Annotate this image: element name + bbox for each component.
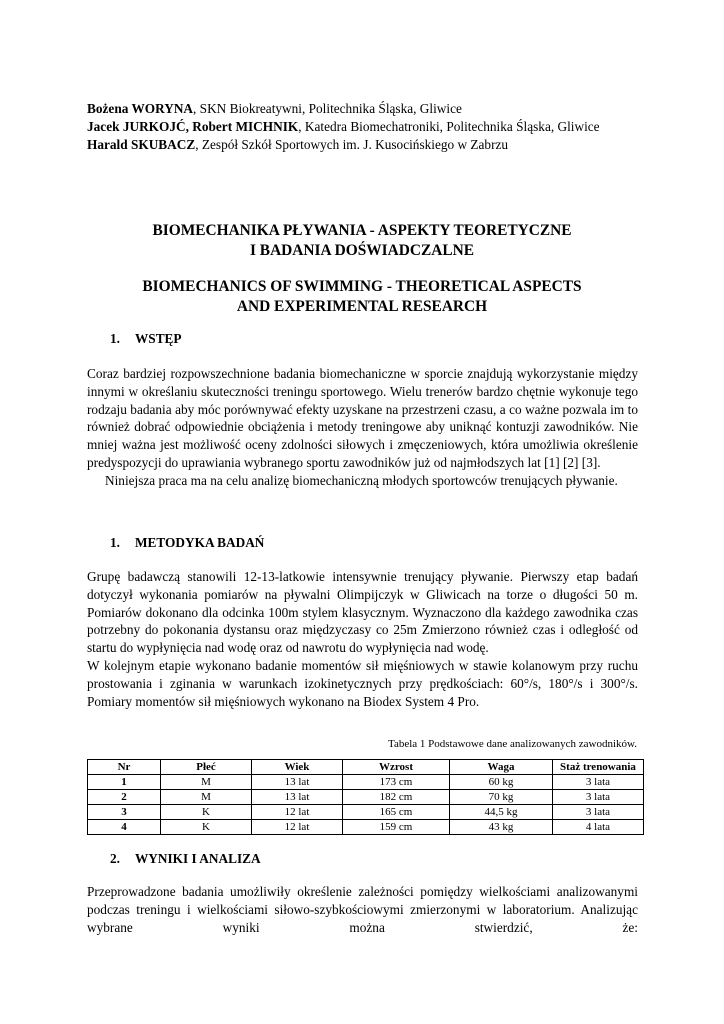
author-block: [87, 100, 647, 154]
table-caption: Tabela 1 Podstawowe dane analizowanych zawodników.: [388, 738, 637, 750]
method-text: [87, 568, 638, 710]
column-header: Nr: [88, 760, 161, 775]
title-english-line-2: AND EXPERIMENTAL RESEARCH: [236, 298, 488, 315]
table-cell: K: [161, 805, 252, 820]
table-cell: M: [161, 790, 252, 805]
section-number: 1.: [110, 535, 120, 550]
section-heading-method: [110, 534, 264, 552]
column-header: Płeć: [161, 760, 252, 775]
title-polish-line-1: BIOMECHANIKA PŁYWANIA - ASPEKTY TEORETYCZNE: [152, 222, 572, 239]
table-cell: 3 lata: [553, 790, 644, 805]
author-names: Jacek JURKOJĆ, Robert MICHNIK: [87, 119, 299, 134]
table-cell: 13 lat: [252, 775, 343, 790]
section-heading-intro: [110, 330, 182, 348]
method-paragraph-1: Grupę badawczą stanowili 12-13-latkowie intensywnie trenujący pływanie. Pierwszy etap badań dotyczył wykonania pomiarów na pływalni Olimpijczyk w Gliwicach na torze o długości 50 m. Pomiarów dokonano dla odcinka 100m stylem klasycznym. Wyznaczono dla każdego zawodnika czas potrzebny do pokonania dystansu oraz międzyczasy co 25m Zmierzono również czas i odległość od startu do wypłynięcia nad wodę oraz od nawrotu do wypłynięcia nad wodę.: [87, 569, 638, 656]
table-cell: 165 cm: [343, 805, 450, 820]
results-paragraph: Przeprowadzone badania umożliwiły określenie zależności pomiędzy wielkościami analizowanymi podczas treningu i wielkościami siłowo-szybkościowymi zmierzonymi w laboratorium. Analizując wybrane wyniki można stwierdzić, że:: [87, 884, 638, 935]
section-title: WYNIKI I ANALIZA: [135, 851, 261, 866]
table-cell: 12 lat: [252, 805, 343, 820]
table-row: [88, 820, 644, 835]
column-header: Waga: [450, 760, 553, 775]
author-names: Harald SKUBACZ: [87, 137, 196, 152]
table-row: [88, 805, 644, 820]
section-heading-results: [110, 850, 261, 868]
title-polish-line-2: I BADANIA DOŚWIADCZALNE: [249, 242, 475, 259]
title-polish: [60, 221, 664, 261]
table-cell: 44,5 kg: [450, 805, 553, 820]
intro-paragraph-2: Niniejsza praca ma na celu analizę biomechaniczną młodych sportowców trenujących pływanie.: [105, 472, 618, 488]
table-cell: 173 cm: [343, 775, 450, 790]
table-cell: 60 kg: [450, 775, 553, 790]
table-cell: 159 cm: [343, 820, 450, 835]
table-cell: 12 lat: [252, 820, 343, 835]
table-row: [88, 790, 644, 805]
author-affiliation: , Zespół Szkół Sportowych im. J. Kusocińskiego w Zabrzu: [195, 137, 509, 152]
table-cell: 3 lata: [553, 805, 644, 820]
table-cell: 2: [88, 790, 161, 805]
author-line-2: [87, 118, 647, 136]
intro-paragraph-1: Coraz bardziej rozpowszechnione badania biomechaniczne w sporcie znajdują wykorzystanie między innymi w określaniu skuteczności treningu sportowego. Wielu trenerów bardzo chętnie wykonuje tego rodzaju badania aby móc porównywać efekty uzyskane na przestrzeni czasu, a co ważne pozwala im to również dobrać odpowiednie obciążenia i metody treningowe aby uniknąć kontuzji zawodników. Nie mniej ważna jest możliwość oceny zdolności siłowych i zmęczeniowych, która umożliwia określenie predyspozycji do uprawiania wybranego sportu zawodników już od najmłodszych lat [1] [2] [3].: [87, 366, 638, 470]
table-row: [88, 775, 644, 790]
table-cell: 3: [88, 805, 161, 820]
table-cell: 1: [88, 775, 161, 790]
table-cell: K: [161, 820, 252, 835]
author-line-1: [87, 100, 647, 118]
table-cell: M: [161, 775, 252, 790]
author-names: Bożena WORYNA: [87, 101, 194, 116]
author-line-3: [87, 136, 647, 154]
table-cell: 3 lata: [553, 775, 644, 790]
column-header: Wiek: [252, 760, 343, 775]
table-header-row: [88, 760, 644, 775]
section-number: 1.: [110, 331, 120, 346]
table-cell: 43 kg: [450, 820, 553, 835]
table-cell: 70 kg: [450, 790, 553, 805]
table-cell: 182 cm: [343, 790, 450, 805]
column-header: Wzrost: [343, 760, 450, 775]
section-title: WSTĘP: [135, 331, 182, 346]
table-cell: 4: [88, 820, 161, 835]
title-english-line-1: BIOMECHANICS OF SWIMMING - THEORETICAL ASPECTS: [142, 278, 582, 295]
author-affiliation: , Katedra Biomechatroniki, Politechnika Śląska, Gliwice: [298, 119, 600, 134]
column-header: Staż trenowania: [553, 760, 644, 775]
title-english: [60, 277, 664, 317]
section-title: METODYKA BADAŃ: [135, 535, 265, 550]
method-paragraph-2: W kolejnym etapie wykonano badanie momentów sił mięśniowych w stawie kolanowym przy ruchu prostowania i zginania w warunkach izokinetycznych przy prędkościach: 60°/s, 180°/s i 300°/s. Pomiary momentów sił mięśniowych wykonano na Biodex System 4 Pro.: [87, 657, 638, 709]
author-affiliation: , SKN Biokreatywni, Politechnika Śląska, Gliwice: [193, 101, 462, 116]
table-cell: 4 lata: [553, 820, 644, 835]
section-number: 2.: [110, 851, 120, 866]
results-text: [87, 883, 638, 936]
intro-text: [87, 365, 638, 490]
athletes-table: [87, 759, 644, 835]
table-cell: 13 lat: [252, 790, 343, 805]
